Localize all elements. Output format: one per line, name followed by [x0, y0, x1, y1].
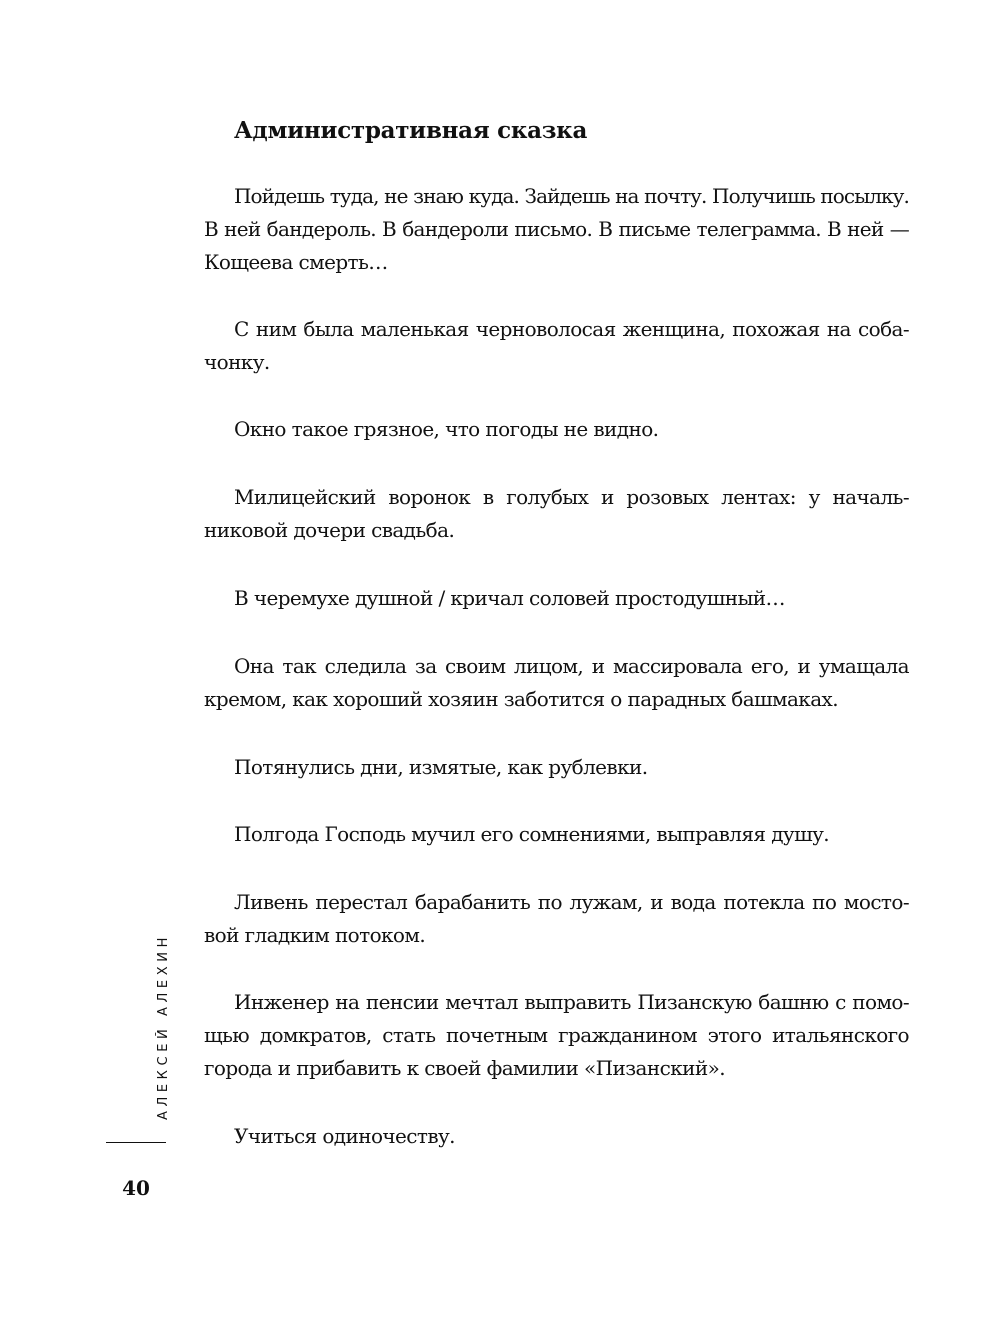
paragraph-1-line-3: Кощеева смерть…	[204, 250, 388, 274]
paragraph-3-line-1: Окно такое грязное, что погоды не видно.	[234, 417, 659, 441]
paragraph-2-line-2: чонку.	[204, 350, 270, 374]
paragraph-1-line-1: Пойдешь туда, не знаю куда. Зайдешь на почту. Получишь посылку.	[234, 184, 909, 208]
paragraph-4-line-2: никовой дочери свадьба.	[204, 518, 455, 542]
paragraph-8-line-1: Полгода Господь мучил его сомнениями, выправляя душу.	[234, 822, 830, 846]
paragraph-9-line-1: Ливень перестал барабанить по лужам, и вода потекла по мосто-	[234, 890, 909, 914]
paragraph-9-line-2: вой гладким потоком.	[204, 923, 426, 947]
paragraph-6-line-1: Она так следила за своим лицом, и массировала его, и умащала	[234, 654, 909, 678]
page-number: 40	[122, 1176, 150, 1200]
paragraph-4-line-1: Милицейский воронок в голубых и розовых лентах: у началь-	[234, 485, 909, 509]
paragraph-6-line-2: кремом, как хороший хозяин заботится о парадных башмаках.	[204, 687, 838, 711]
running-author-name: АЛЕКСЕЙ АЛЕХИН	[156, 933, 171, 1120]
paragraph-1-line-2: В ней бандероль. В бандероли письмо. В письме телеграмма. В ней —	[204, 217, 909, 241]
paragraph-5-line-1: В черемухе душной / кричал соловей простодушный…	[234, 586, 785, 610]
paragraph-11-line-1: Учиться одиночеству.	[234, 1124, 455, 1148]
page-title: Административная сказка	[234, 117, 588, 144]
folio-rule	[106, 1142, 166, 1143]
paragraph-10-line-1: Инженер на пенсии мечтал выправить Пизанскую башню с помо-	[234, 990, 909, 1014]
paragraph-2-line-1: С ним была маленькая черноволосая женщина, похожая на соба-	[234, 317, 909, 341]
paragraph-10-line-2: щью домкратов, стать почетным гражданином этого итальянского	[204, 1023, 909, 1047]
paragraph-7-line-1: Потянулись дни, измятые, как рублевки.	[234, 755, 648, 779]
paragraph-10-line-3: города и прибавить к своей фамилии «Пизанский».	[204, 1056, 725, 1080]
